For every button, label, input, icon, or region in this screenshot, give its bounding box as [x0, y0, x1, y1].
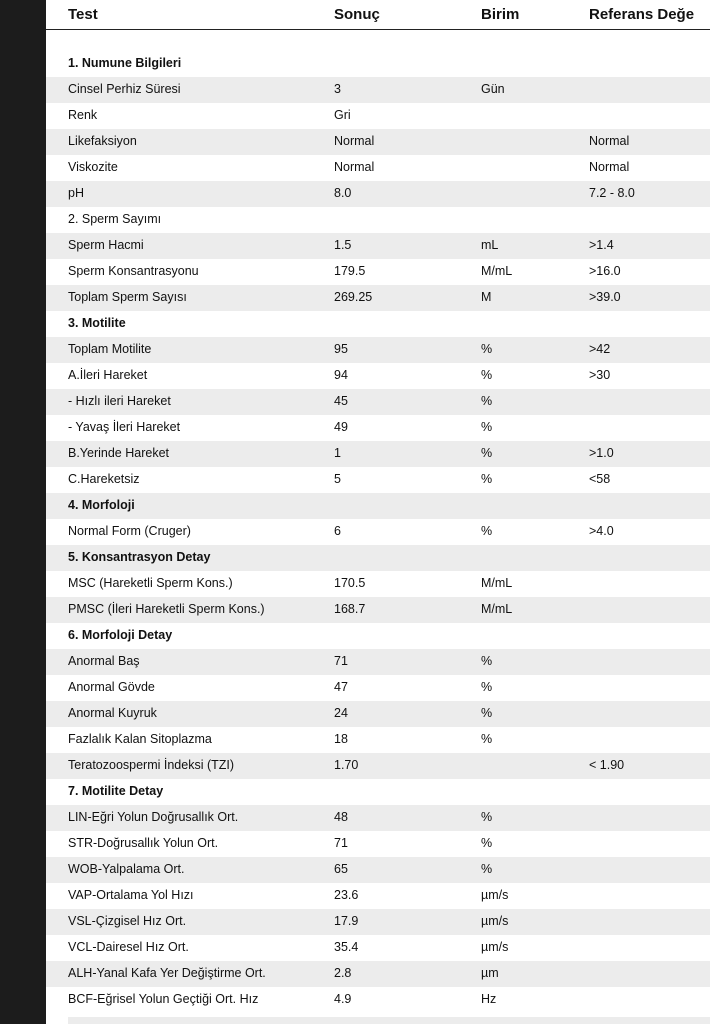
table-row — [46, 961, 710, 987]
reference-value: Normal — [589, 160, 630, 174]
unit-value: % — [481, 654, 493, 668]
reference-value: < 1.90 — [589, 758, 625, 772]
test-name: ALH-Yanal Kafa Yer Değiştirme Ort. — [68, 966, 266, 980]
unit-value: Hz — [481, 992, 497, 1006]
test-name: Anormal Baş — [68, 654, 140, 668]
unit-value: % — [481, 810, 493, 824]
unit-value: % — [481, 836, 493, 850]
test-name: pH — [68, 186, 84, 200]
header-unit: Birim — [481, 6, 520, 23]
result-value: 48 — [334, 810, 348, 824]
result-value: 71 — [334, 654, 348, 668]
unit-value: M — [481, 290, 492, 304]
header-test: Test — [68, 6, 98, 23]
table-row — [46, 389, 710, 415]
unit-value: µm/s — [481, 940, 509, 954]
test-name: VCL-Dairesel Hız Ort. — [68, 940, 189, 954]
unit-value: M/mL — [481, 264, 513, 278]
test-name: Teratozoospermi İndeksi (TZI) — [68, 758, 235, 772]
table-row — [46, 727, 710, 753]
reference-value: >1.0 — [589, 446, 614, 460]
table-row — [46, 77, 710, 103]
test-name: Sperm Konsantrasyonu — [68, 264, 199, 278]
section-header-row — [46, 51, 710, 77]
reference-value: >16.0 — [589, 264, 621, 278]
result-value: 8.0 — [334, 186, 352, 200]
table-row — [46, 129, 710, 155]
test-name: 7. Motilite Detay — [68, 784, 164, 798]
section-header-row — [46, 545, 710, 571]
result-value: 3 — [334, 82, 341, 96]
result-value: 179.5 — [334, 264, 366, 278]
result-value: 47 — [334, 680, 348, 694]
test-name: Normal Form (Cruger) — [68, 524, 191, 538]
unit-value: M/mL — [481, 602, 513, 616]
table-header — [46, 0, 710, 30]
reference-value: >4.0 — [589, 524, 614, 538]
test-name: Toplam Motilite — [68, 342, 152, 356]
test-name: Cinsel Perhiz Süresi — [68, 82, 181, 96]
unit-value: % — [481, 446, 493, 460]
unit-value: mL — [481, 238, 499, 252]
unit-value: µm — [481, 966, 499, 980]
reference-value: >42 — [589, 342, 611, 356]
unit-value: % — [481, 420, 493, 434]
reference-value: Normal — [589, 134, 630, 148]
table-row — [46, 987, 710, 1013]
test-name: - Yavaş İleri Hareket — [68, 420, 181, 434]
result-value: 168.7 — [334, 602, 366, 616]
header-reference: Referans Değe — [589, 6, 695, 23]
table-row — [46, 675, 710, 701]
table-row — [46, 155, 710, 181]
result-value: 18 — [334, 732, 348, 746]
result-value: 170.5 — [334, 576, 366, 590]
table-row — [46, 883, 710, 909]
result-value: 6 — [334, 524, 341, 538]
table-row — [46, 831, 710, 857]
test-name: 1. Numune Bilgileri — [68, 56, 182, 70]
section-header-row — [46, 623, 710, 649]
test-name: C.Hareketsiz — [68, 472, 140, 486]
result-value: 1.5 — [334, 238, 352, 252]
section-header-row — [46, 493, 710, 519]
table-row — [46, 649, 710, 675]
table-row — [46, 363, 710, 389]
section-header-row — [46, 311, 710, 337]
test-name: PMSC (İleri Hareketli Sperm Kons.) — [68, 602, 265, 616]
result-value: 269.25 — [334, 290, 373, 304]
unit-value: % — [481, 524, 493, 538]
table-row — [46, 857, 710, 883]
test-name: VAP-Ortalama Yol Hızı — [68, 888, 194, 902]
result-value: 1 — [334, 446, 341, 460]
result-value: 5 — [334, 472, 341, 486]
table-row — [46, 415, 710, 441]
test-name: 3. Motilite — [68, 316, 126, 330]
test-name: Likefaksiyon — [68, 134, 137, 148]
test-name: Anormal Gövde — [68, 680, 155, 694]
unit-value: Gün — [481, 82, 505, 96]
test-name: 4. Morfoloji — [68, 498, 135, 512]
result-value: 35.4 — [334, 940, 359, 954]
unit-value: µm/s — [481, 914, 509, 928]
table-row — [46, 753, 710, 779]
unit-value: µm/s — [481, 888, 509, 902]
table-row — [46, 571, 710, 597]
result-value: 65 — [334, 862, 348, 876]
result-value: 49 — [334, 420, 348, 434]
reference-value: <58 — [589, 472, 611, 486]
result-value: 24 — [334, 706, 348, 720]
result-value: 17.9 — [334, 914, 359, 928]
test-name: Sperm Hacmi — [68, 238, 144, 252]
table-row — [46, 207, 710, 233]
table-row — [46, 337, 710, 363]
test-name: LIN-Eğri Yolun Doğrusallık Ort. — [68, 810, 239, 824]
test-name: 2. Sperm Sayımı — [68, 212, 162, 226]
unit-value: % — [481, 394, 493, 408]
unit-value: % — [481, 862, 493, 876]
table-row — [46, 467, 710, 493]
test-name: Renk — [68, 108, 98, 122]
test-name: VSL-Çizgisel Hız Ort. — [68, 914, 187, 928]
table-row — [46, 441, 710, 467]
table-row — [46, 701, 710, 727]
result-value: 4.9 — [334, 992, 352, 1006]
table-row — [46, 935, 710, 961]
result-value: 71 — [334, 836, 348, 850]
unit-value: % — [481, 342, 493, 356]
result-value: 45 — [334, 394, 348, 408]
table-row — [46, 103, 710, 129]
reference-value: >30 — [589, 368, 611, 382]
results-table — [46, 51, 710, 1013]
result-value: 94 — [334, 368, 348, 382]
reference-value: >39.0 — [589, 290, 621, 304]
result-value: Normal — [334, 160, 375, 174]
unit-value: % — [481, 732, 493, 746]
test-name: MSC (Hareketli Sperm Kons.) — [68, 576, 233, 590]
table-row — [46, 259, 710, 285]
test-name: BCF-Eğrisel Yolun Geçtiği Ort. Hız — [68, 992, 259, 1006]
section-header-row — [46, 779, 710, 805]
report-sheet — [46, 0, 710, 1024]
result-value: Gri — [334, 108, 351, 122]
table-row — [46, 181, 710, 207]
table-row — [46, 285, 710, 311]
next-row-stub — [68, 1017, 710, 1024]
result-value: 2.8 — [334, 966, 352, 980]
table-row — [46, 519, 710, 545]
test-name: Fazlalık Kalan Sitoplazma — [68, 732, 212, 746]
test-name: Viskozite — [68, 160, 118, 174]
test-name: Anormal Kuyruk — [68, 706, 157, 720]
table-row — [46, 805, 710, 831]
test-name: - Hızlı ileri Hareket — [68, 394, 171, 408]
test-name: B.Yerinde Hareket — [68, 446, 169, 460]
table-row — [46, 233, 710, 259]
result-value: 1.70 — [334, 758, 359, 772]
test-name: 6. Morfoloji Detay — [68, 628, 173, 642]
test-name: Toplam Sperm Sayısı — [68, 290, 187, 304]
unit-value: % — [481, 680, 493, 694]
unit-value: % — [481, 472, 493, 486]
reference-value: 7.2 - 8.0 — [589, 186, 635, 200]
unit-value: M/mL — [481, 576, 513, 590]
result-value: 23.6 — [334, 888, 359, 902]
unit-value: % — [481, 706, 493, 720]
test-name: STR-Doğrusallık Yolun Ort. — [68, 836, 219, 850]
table-row — [46, 909, 710, 935]
result-value: 95 — [334, 342, 348, 356]
header-result: Sonuç — [334, 6, 380, 23]
reference-value: >1.4 — [589, 238, 614, 252]
test-name: WOB-Yalpalama Ort. — [68, 862, 185, 876]
test-name: A.İleri Hareket — [68, 368, 148, 382]
table-row — [46, 597, 710, 623]
result-value: Normal — [334, 134, 375, 148]
test-name: 5. Konsantrasyon Detay — [68, 550, 211, 564]
unit-value: % — [481, 368, 493, 382]
